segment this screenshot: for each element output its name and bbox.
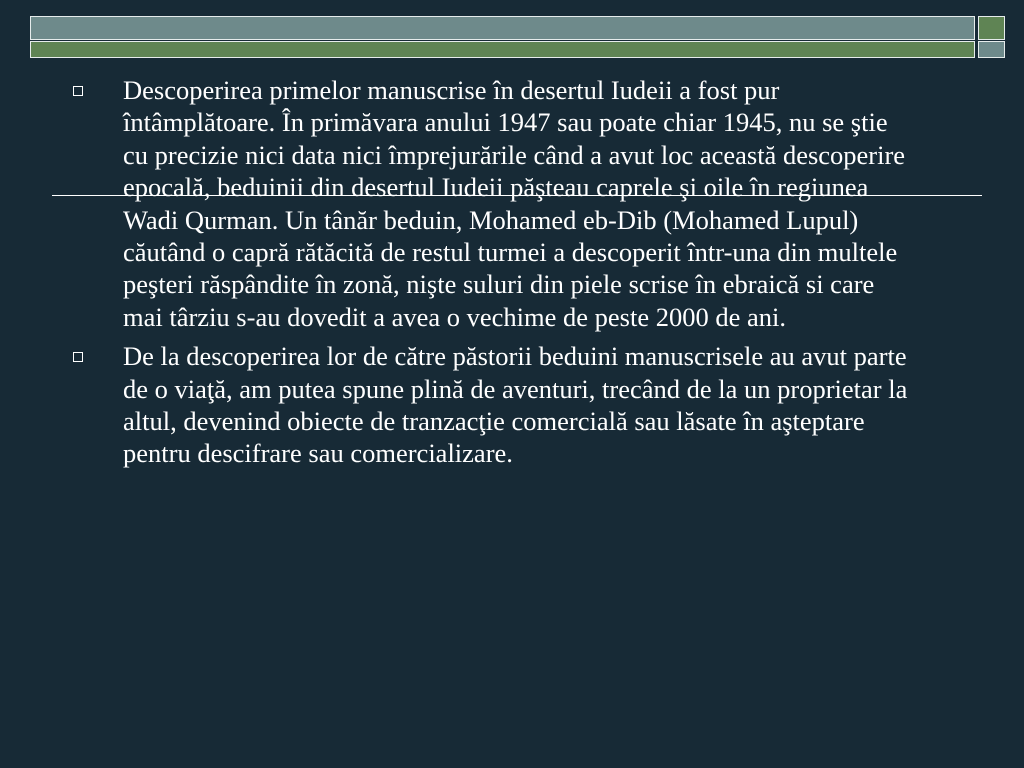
bullet-item xyxy=(70,340,930,470)
bullet-text: De la descoperirea lor de către păstorii beduini manuscrisele au avut parte de o viaţă, am putea spune plină de aventuri, trecând de la un proprietar la altul, devenind obiecte de tranzacţie comercială sau lăsate în aşteptare pentru descifrare sau comercializare. xyxy=(123,341,908,469)
header-square-bottom xyxy=(978,41,1005,58)
bullet-item xyxy=(70,74,930,333)
header-square-top xyxy=(978,16,1005,40)
slide-body xyxy=(70,74,930,477)
hollow-square-bullet-icon xyxy=(73,352,83,362)
hollow-square-bullet-icon xyxy=(73,86,83,96)
header-bar-bottom xyxy=(30,41,975,58)
bullet-text: Descoperirea primelor manuscrise în desertul Iudeii a fost pur întâmplătoare. În primăvara anului 1947 sau poate chiar 1945, nu se ştie cu precizie nici data nici împrejurările când a avut loc această descoperire epocală, beduinii din desertul Iudeii păşteau caprele şi oile în regiunea Wadi Qurman. Un tânăr beduin, Mohamed eb-Dib (Mohamed Lupul) căutând o capră rătăcită de restul turmei a descoperit într-una din multele peşteri răspândite în zonă, nişte suluri din piele scrise în ebraică si care mai târziu s-au dovedit a avea o vechime de peste 2000 de ani. xyxy=(123,75,906,332)
header-bar-top xyxy=(30,16,975,40)
